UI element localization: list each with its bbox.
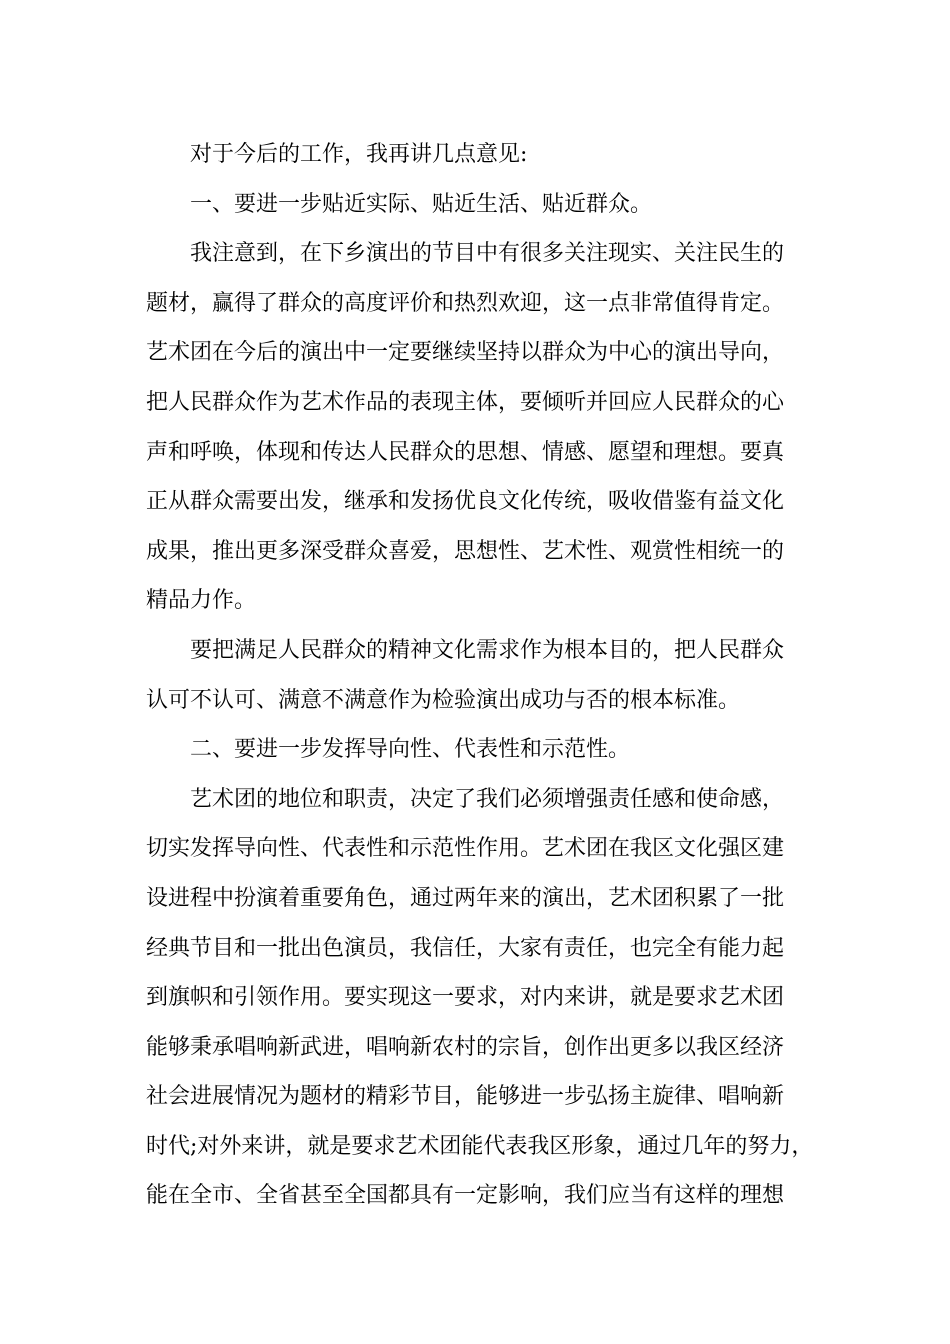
paragraph-section-1-standard: 要把满足人民群众的精神文化需求作为根本目的，把人民群众 认可不认可、满意不满意作为检验演出成功与否的根本标准。 [146,637,785,713]
section-heading-1: 一、要进一步贴近实际、贴近生活、贴近群众。 [190,191,653,217]
section-heading-2: 二、要进一步发挥导向性、代表性和示范性。 [190,737,631,763]
paragraph-section-2-body: 艺术团的地位和职责，决定了我们必须增强责任感和使命感， 切实发挥导向性、代表性和示范性作用。艺术团在我区文化强区建 设进程中扮演着重要角色，通过两年来的演出，艺术团积累了一批 经典节目和一批出色演员，我信任，大家有责任，也完全有能力起 到旗帜和引领作用。要实现这一要求，对内来讲，就是要求艺术团 能够秉承唱响新武进，唱响新农村的宗旨，创作出更多以我区经济 社会进展情况为题材的精彩节目，能够进一步弘扬主旋律、唱响新 时代;对外来讲，就是要求艺术团能代表我区形象，通过几年的努力， 能在全市、全省甚至全国都具有一定影响，我们应当有这样的理想 [146,786,814,1209]
document-body [146,130,826,1221]
paragraph-intro: 对于今后的工作，我再讲几点意见: [190,142,528,167]
paragraph-section-1-body: 我注意到，在下乡演出的节目中有很多关注现实、关注民生的 题材，赢得了群众的高度评价和热烈欢迎，这一点非常值得肯定。 艺术团在今后的演出中一定要继续坚持以群众为中心的演出导向， 把人民群众作为艺术作品的表现主体，要倾听并回应人民群众的心 声和呼唤，体现和传达人民群众的思想、情感、愿望和理想。要真 正从群众需要出发，继承和发扬优良文化传统，吸收借鉴有益文化 成果，推出更多深受群众喜爱，思想性、艺术性、观赏性相统一的 精品力作。 [146,241,785,614]
